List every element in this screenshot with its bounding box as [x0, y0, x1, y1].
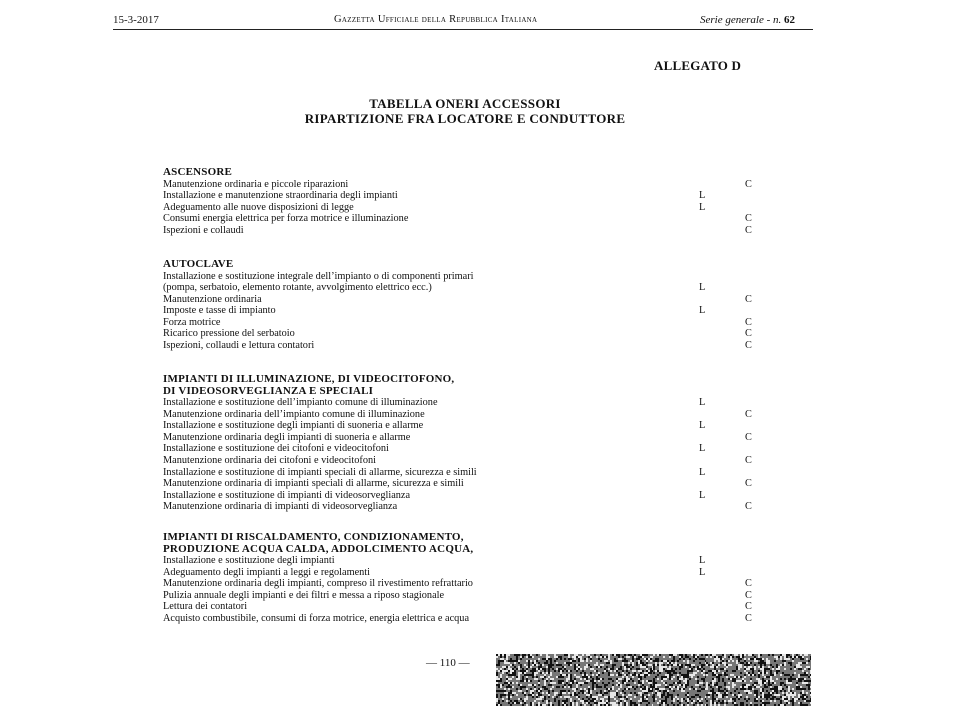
- conduttore-mark: C: [745, 478, 752, 490]
- row-text: Forza motrice: [163, 316, 221, 328]
- header-serie-label: Serie generale: [700, 14, 764, 26]
- table-row: [163, 467, 763, 479]
- allegato-label: ALLEGATO D: [654, 58, 742, 73]
- table-row: [163, 432, 763, 444]
- section-rows: [163, 179, 763, 237]
- locatore-mark: L: [699, 443, 706, 455]
- table-row: [163, 409, 763, 421]
- conduttore-mark: C: [745, 293, 752, 305]
- row-text: Installazione e sostituzione degli impianti di suoneria e allarme: [163, 420, 424, 432]
- conduttore-mark: C: [745, 178, 752, 190]
- locatore-mark: L: [699, 420, 706, 432]
- conduttore-mark: C: [745, 408, 752, 420]
- table-row: [163, 340, 763, 352]
- table-row: [163, 213, 763, 225]
- table-row: [163, 317, 763, 329]
- table-row: [163, 225, 763, 237]
- section-heading: ASCENSORE: [163, 166, 233, 178]
- barcode-block: [496, 654, 653, 706]
- header-publication-title: Gazzetta Ufficiale della Repubblica Italiana: [334, 14, 538, 25]
- table-row: [163, 555, 763, 567]
- header-serie-number: 62: [784, 14, 796, 26]
- row-text: Pulizia annuale degli impianti e dei filtri e messa a riposo stagionale: [163, 589, 445, 601]
- row-text: (pompa, serbatoio, elemento rotante, avvolgimento elettrico ecc.): [163, 282, 432, 294]
- table-row: [163, 305, 763, 317]
- table-title: TABELLA ONERI ACCESSORI: [369, 96, 561, 111]
- section-autoclave: [163, 259, 763, 352]
- row-text: Manutenzione ordinaria e piccole riparazioni: [163, 178, 349, 190]
- row-text: Manutenzione ordinaria degli impianti di suoneria e allarme: [163, 431, 411, 443]
- table-row: [163, 190, 763, 202]
- row-text: Installazione e sostituzione di impianti di videosorveglianza: [163, 489, 411, 501]
- conduttore-mark: C: [745, 601, 752, 613]
- row-text: Manutenzione ordinaria degli impianti, compreso il rivestimento refrattario: [163, 578, 473, 590]
- conduttore-mark: C: [745, 589, 752, 601]
- conduttore-mark: C: [745, 431, 752, 443]
- row-text: Manutenzione ordinaria dei citofoni e videocitofoni: [163, 454, 377, 466]
- section-illuminazione: [163, 374, 763, 513]
- barcode-block: [653, 654, 706, 706]
- conduttore-mark: C: [745, 340, 752, 352]
- section-riscaldamento: [163, 532, 763, 625]
- section-heading: IMPIANTI DI ILLUMINAZIONE, DI VIDEOCITOFONO, DI VIDEOSORVEGLIANZA E SPECIALI: [163, 373, 455, 397]
- table-row: [163, 601, 763, 613]
- table-row: [163, 578, 763, 590]
- table-row: [163, 397, 763, 409]
- row-text: Manutenzione ordinaria di impianti di videosorveglianza: [163, 501, 398, 513]
- table-row: [163, 443, 763, 455]
- table-row: [163, 420, 763, 432]
- row-text: Acquisto combustibile, consumi di forza motrice, energia elettrica e acqua: [163, 612, 470, 624]
- conduttore-mark: C: [745, 454, 752, 466]
- row-text: Imposte e tasse di impianto: [163, 305, 276, 317]
- section-ascensore: [163, 167, 763, 236]
- table-row: [163, 567, 763, 579]
- row-text: Installazione e sostituzione degli impianti: [163, 555, 335, 566]
- section-heading: AUTOCLAVE: [163, 258, 234, 270]
- conduttore-mark: C: [745, 328, 752, 340]
- table-row: [163, 294, 763, 306]
- locatore-mark: L: [699, 397, 706, 408]
- locatore-mark: L: [699, 566, 706, 578]
- header-serie: [700, 14, 795, 26]
- locatore-mark: L: [699, 190, 706, 202]
- row-text: Ispezioni, collaudi e lettura contatori: [163, 340, 315, 352]
- section-heading: IMPIANTI DI RISCALDAMENTO, CONDIZIONAMENTO, PRODUZIONE ACQUA CALDA, ADDOLCIMENTO ACQUA,: [163, 531, 474, 555]
- table-row: [163, 613, 763, 625]
- conduttore-mark: C: [745, 501, 752, 513]
- row-text: Installazione e sostituzione dei citofoni e videocitofoni: [163, 443, 389, 455]
- section-rows: [163, 555, 763, 625]
- table-row: [163, 590, 763, 602]
- row-text: Adeguamento degli impianti a leggi e regolamenti: [163, 566, 371, 578]
- locatore-mark: L: [699, 489, 706, 501]
- row-text: Adeguamento alle nuove disposizioni di legge: [163, 201, 354, 213]
- page-number: — 110 —: [426, 657, 470, 669]
- table-row: [163, 179, 763, 191]
- row-text: Manutenzione ordinaria: [163, 293, 262, 305]
- conduttore-mark: C: [745, 224, 752, 236]
- row-text: Installazione e sostituzione integrale dell’impianto o di componenti primari: [163, 270, 474, 282]
- table-row: [163, 282, 763, 294]
- header-divider: [113, 29, 813, 30]
- table-row: [163, 490, 763, 502]
- table-row: [163, 478, 763, 490]
- conduttore-mark: C: [745, 316, 752, 328]
- table-row: [163, 271, 763, 283]
- conduttore-mark: C: [745, 578, 752, 590]
- table-row: [163, 501, 763, 513]
- locatore-mark: L: [699, 201, 706, 213]
- table-row: [163, 455, 763, 467]
- header-serie-sep: - n.: [763, 14, 785, 26]
- section-rows: [163, 397, 763, 513]
- row-text: Installazione e sostituzione di impianti speciali di allarme, sicurezza e simili: [163, 466, 477, 478]
- row-text: Manutenzione ordinaria di impianti speciali di allarme, sicurezza e simili: [163, 478, 464, 490]
- conduttore-mark: C: [745, 213, 752, 225]
- locatore-mark: L: [699, 305, 706, 317]
- locatore-mark: L: [699, 282, 706, 294]
- table-row: [163, 328, 763, 340]
- locatore-mark: L: [699, 466, 706, 478]
- row-text: Installazione e sostituzione dell’impianto comune di illuminazione: [163, 397, 438, 408]
- section-rows: [163, 271, 763, 352]
- row-text: Installazione e manutenzione straordinaria degli impianti: [163, 190, 398, 202]
- row-text: Ricarico pressione del serbatoio: [163, 328, 295, 340]
- table-row: [163, 202, 763, 214]
- row-text: Consumi energia elettrica per forza motrice e illuminazione: [163, 213, 409, 225]
- barcode-block: [758, 654, 811, 706]
- locatore-mark: L: [699, 555, 706, 566]
- row-text: Manutenzione ordinaria dell’impianto comune di illuminazione: [163, 408, 425, 420]
- conduttore-mark: C: [745, 612, 752, 624]
- row-text: Lettura dei contatori: [163, 601, 248, 613]
- header-date: 15-3-2017: [113, 14, 159, 26]
- table-subtitle: RIPARTIZIONE FRA LOCATORE E CONDUTTORE: [304, 111, 626, 126]
- barcode-block: [706, 654, 758, 706]
- row-text: Ispezioni e collaudi: [163, 224, 244, 236]
